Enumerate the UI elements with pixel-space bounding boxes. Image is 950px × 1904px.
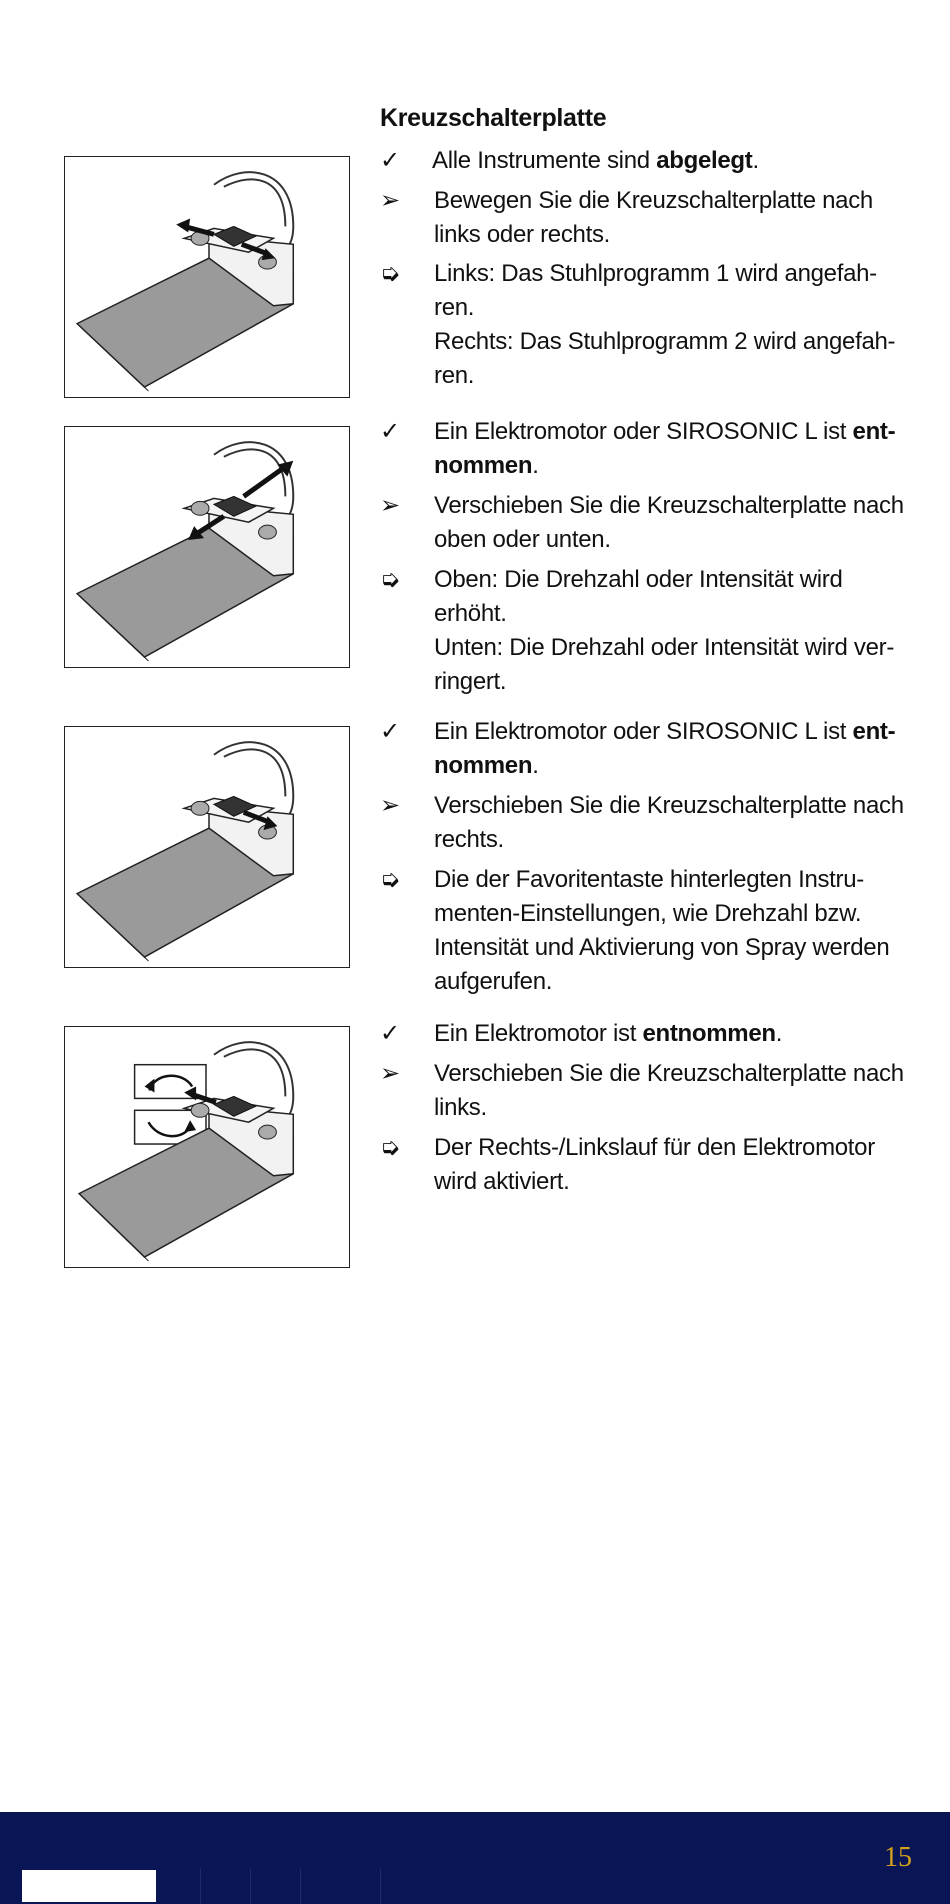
- figure-foot-control-right: [64, 726, 350, 968]
- check-text: Alle Instrumente sind abgelegt.: [432, 147, 759, 174]
- check-icon: ✓: [380, 147, 400, 174]
- result-icon: ➭: [380, 866, 400, 893]
- action-icon: ➢: [380, 187, 400, 214]
- action-icon: ➢: [380, 792, 400, 819]
- action-text: Verschieben Sie die Kreuzschalterplatte nach rechts.: [434, 792, 904, 853]
- action-icon: ➢: [380, 1060, 400, 1087]
- result-text-1: Oben: Die Drehzahl oder Intensität wird erhöht.: [434, 566, 843, 627]
- action-icon: ➢: [380, 492, 400, 519]
- action-text: Verschieben Sie die Kreuzschalterplatte nach links.: [434, 1060, 904, 1121]
- result-text-2: Unten: Die Drehzahl oder Intensität wird ver-ringert.: [434, 634, 895, 695]
- figure-foot-control-up-down: [64, 426, 350, 668]
- result-text-2: Rechts: Das Stuhlprogramm 2 wird angefah-ren.: [434, 328, 896, 389]
- result-icon: ➭: [380, 260, 400, 287]
- action-text: Bewegen Sie die Kreuzschalterplatte nach links oder rechts.: [434, 187, 873, 248]
- result-text: [434, 257, 924, 393]
- footer-divider: [300, 1868, 301, 1904]
- figure-foot-control-left-right: [64, 156, 350, 398]
- check-icon: ✓: [380, 418, 400, 445]
- foot-control-illustration: [65, 427, 349, 667]
- check-text: Ein Elektromotor oder SIROSONIC L ist ent-nommen.: [434, 718, 896, 779]
- check-text: Ein Elektromotor ist entnommen.: [434, 1020, 783, 1047]
- figure-foot-control-rotation: [64, 1026, 350, 1268]
- foot-control-illustration: [65, 727, 349, 967]
- footer-divider: [200, 1868, 201, 1904]
- check-icon: ✓: [380, 718, 400, 745]
- result-icon: ➭: [380, 566, 400, 593]
- result-text: Der Rechts-/Linkslauf für den Elektromotor wird aktiviert.: [434, 1134, 875, 1195]
- footer-white-box: [22, 1870, 156, 1902]
- page-number: 15: [884, 1842, 912, 1873]
- foot-control-illustration: [65, 1027, 349, 1267]
- result-text-1: Links: Das Stuhlprogramm 1 wird angefah-ren.: [434, 260, 877, 321]
- result-text: Die der Favoritentaste hinterlegten Instru-menten-Einstellungen, wie Drehzahl bzw. Intensität und Aktivierung von Spray werden aufgerufen.: [434, 866, 890, 995]
- result-text: [434, 563, 924, 699]
- footer-divider: [380, 1868, 381, 1904]
- result-icon: ➭: [380, 1134, 400, 1161]
- action-text: Verschieben Sie die Kreuzschalterplatte nach oben oder unten.: [434, 492, 904, 553]
- footer-divider: [250, 1868, 251, 1904]
- check-icon: ✓: [380, 1020, 400, 1047]
- foot-control-illustration: [65, 157, 349, 397]
- section-title: Kreuzschalterplatte: [380, 104, 607, 132]
- check-text: Ein Elektromotor oder SIROSONIC L ist ent-nommen.: [434, 418, 896, 479]
